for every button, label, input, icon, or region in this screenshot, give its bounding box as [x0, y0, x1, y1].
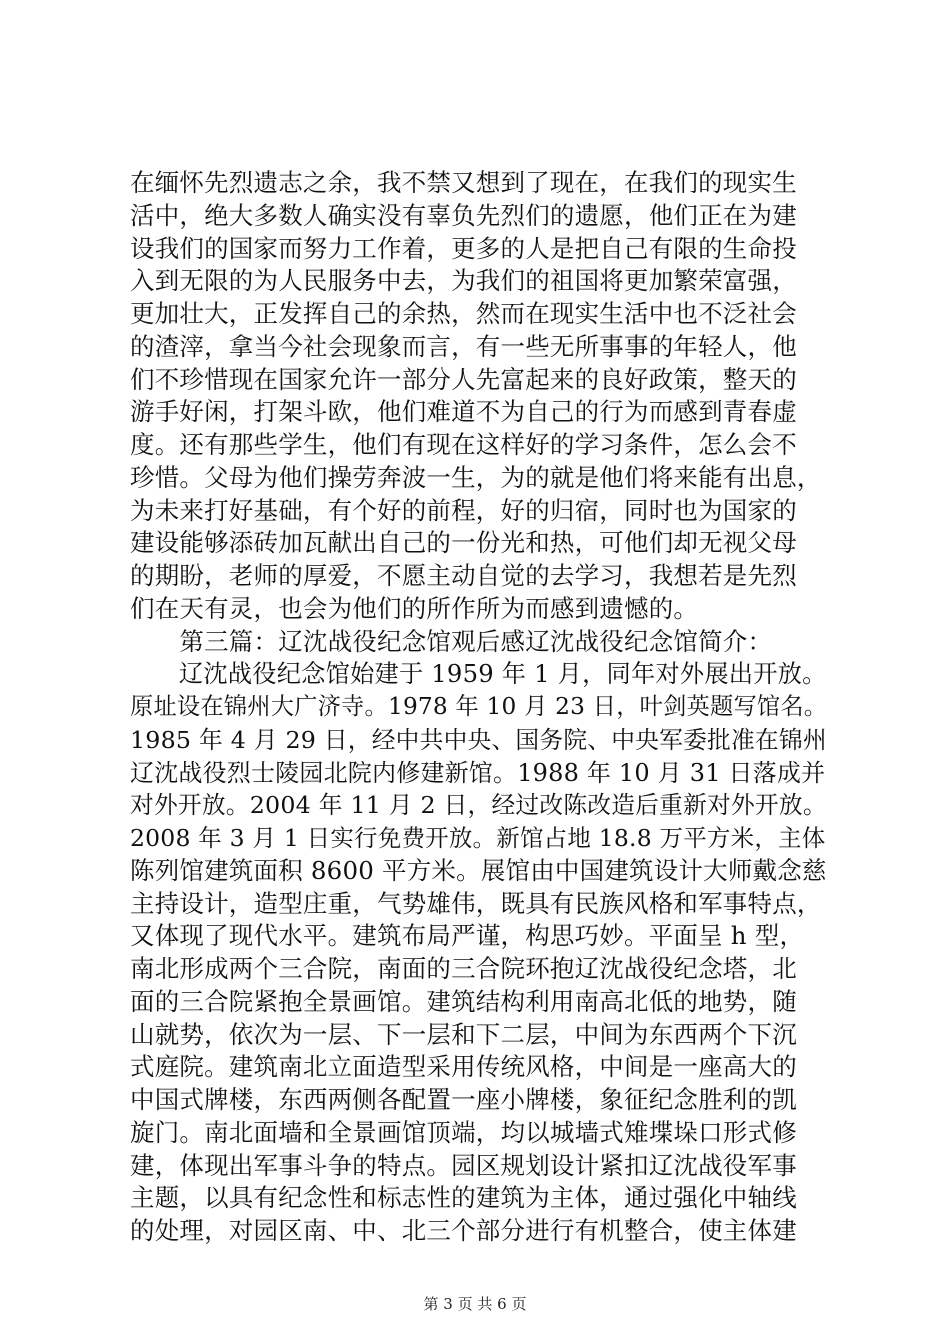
text-line: 活中，绝大多数人确实没有辜负先烈们的遗愿，他们正在为建 [130, 200, 797, 230]
text-line: 的渣滓，拿当今社会现象而言，有一些无所事事的年轻人，他 [130, 331, 797, 361]
text-line: 设我们的国家而努力工作着，更多的人是把自己有限的生命投 [130, 233, 797, 263]
text-line: 主持设计，造型庄重，气势雄伟，既具有民族风格和军事特点， [130, 888, 822, 918]
text-line: 的处理，对园区南、中、北三个部分进行有机整合，使主体建 [130, 1216, 797, 1245]
text-line: 入到无限的为人民服务中去，为我们的祖国将更加繁荣富强， [130, 266, 797, 296]
page-footer: 第 3 页 共 6 页 [423, 1295, 527, 1313]
text-line: 们在天有灵，也会为他们的所作所为而感到遗憾的。 [130, 593, 699, 623]
text-line: 为未来打好基础，有个好的前程，好的归宿，同时也为国家的 [130, 495, 797, 525]
text-line: 山就势，依次为一层、下一层和下二层，中间为东西两个下沉 [130, 1019, 797, 1049]
text-line: 辽沈战役烈士陵园北院内修建新馆。1988 年 10 月 31 日落成并 [130, 758, 826, 787]
text-line: 原址设在锦州大广济寺。1978 年 10 月 23 日，叶剑英题写馆名。 [130, 693, 828, 720]
text-line: 又体现了现代水平。建筑布局严谨，构思巧妙。平面呈 h 型， [130, 921, 805, 951]
text-line: 更加壮大，正发挥自己的余热，然而在现实生活中也不泛社会 [130, 299, 797, 328]
text-line: 辽沈战役纪念馆始建于 1959 年 1 月，同年对外展出开放。 [130, 659, 827, 689]
text-line: 1985 年 4 月 29 日，经中共中央、国务院、中央军委批准在锦州 [130, 725, 827, 754]
text-line: 们不珍惜现在国家允许一部分人先富起来的良好政策，整天的 [130, 364, 797, 394]
text-line: 2008 年 3 月 1 日实行免费开放。新馆占地 18.8 万平方米，主体 [130, 824, 826, 852]
text-line: 第三篇：辽沈战役纪念馆观后感辽沈战役纪念馆简介： [130, 626, 773, 656]
text-line: 中国式牌楼，东西两侧各配置一座小牌楼，象征纪念胜利的凯 [130, 1085, 797, 1114]
text-line: 游手好闲，打架斗欧，他们难道不为自己的行为而感到青春虚 [130, 397, 797, 427]
text-line: 旋门。南北面墙和全景画馆顶端，均以城墙式雉堞垛口形式修 [130, 1117, 797, 1147]
text-line: 式庭院。建筑南北立面造型采用传统风格，中间是一座高大的 [130, 1052, 797, 1082]
text-line: 南北形成两个三合院，南面的三合院环抱辽沈战役纪念塔，北 [130, 954, 797, 983]
text-line: 度。还有那些学生，他们有现在这样好的学习条件，怎么会不 [130, 430, 797, 459]
text-line: 建，体现出军事斗争的特点。园区规划设计紧扣辽沈战役军事 [130, 1150, 797, 1180]
text-line: 珍惜。父母为他们操劳奔波一生，为的就是他们将来能有出息， [130, 462, 822, 492]
text-line: 在缅怀先烈遗志之余，我不禁又想到了现在，在我们的现实生 [130, 168, 797, 197]
text-line: 主题，以具有纪念性和标志性的建筑为主体，通过强化中轴线 [130, 1183, 797, 1213]
text-line: 对外开放。2004 年 11 月 2 日，经过改陈改造后重新对外开放。 [130, 791, 827, 820]
text-line: 建设能够添砖加瓦献出自己的一份光和热，可他们却无视父母 [130, 528, 797, 558]
text-line: 的期盼，老师的厚爱，不愿主动自觉的去学习，我想若是先烈 [130, 561, 797, 590]
text-line: 面的三合院紧抱全景画馆。建筑结构利用南高北低的地势，随 [130, 986, 797, 1016]
text-line: 陈列馆建筑面积 8600 平方米。展馆由中国建筑设计大师戴念慈 [130, 855, 827, 885]
